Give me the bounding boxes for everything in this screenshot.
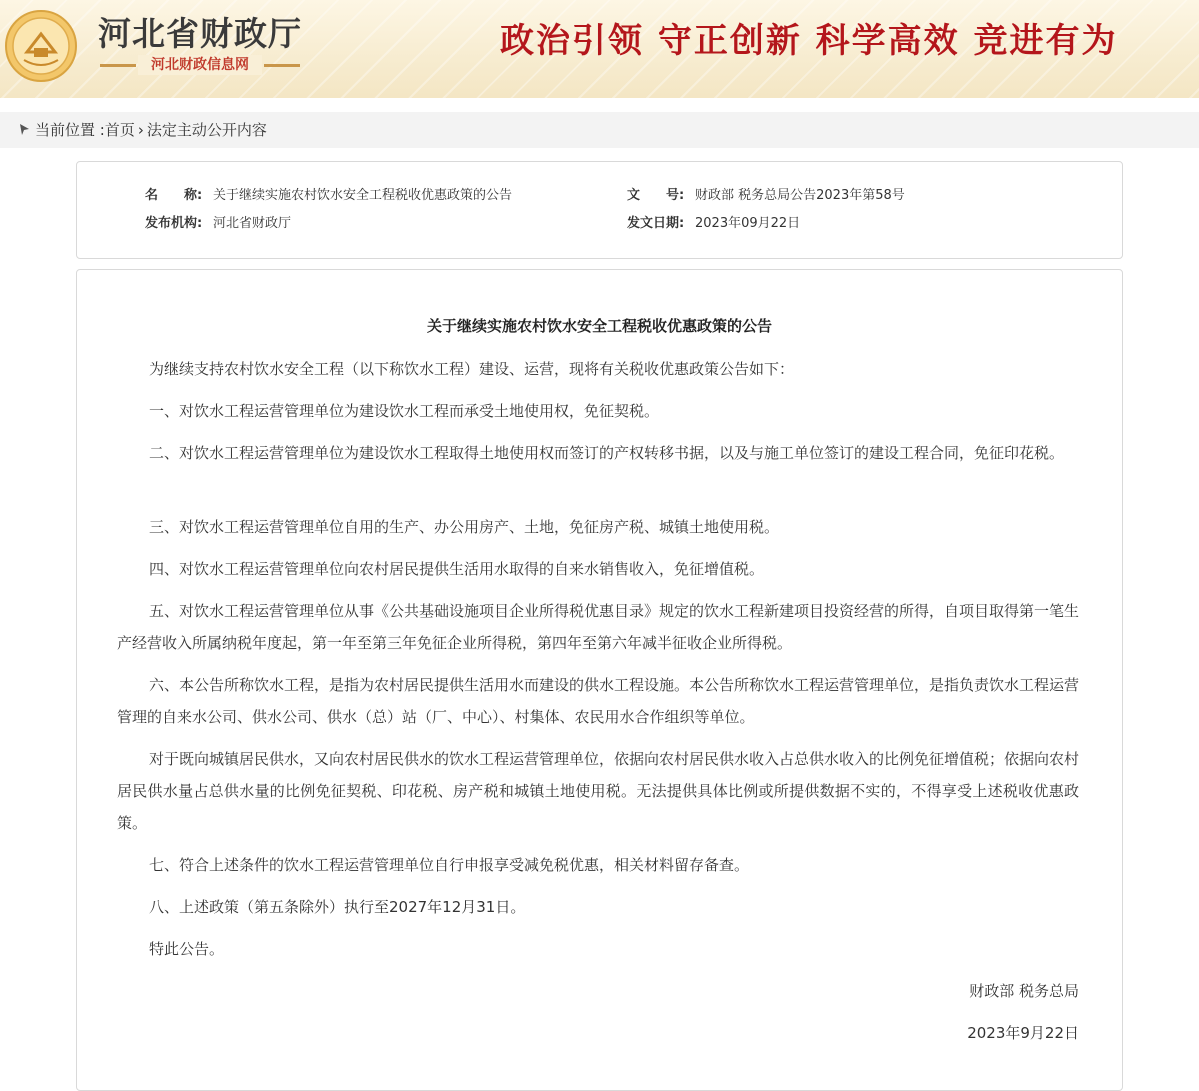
article-paragraph: 一、对饮水工程运营管理单位为建设饮水工程而承受土地使用权，免征契税。 (149, 402, 660, 420)
hebei-finance-emblem-icon (4, 4, 78, 84)
meta-issuer-value: 河北省财政厅 (213, 216, 292, 231)
header-banner (0, 0, 1199, 98)
article-paragraph: 六、本公告所称饮水工程，是指为农村居民提供生活用水而建设的供水工程设施。本公告所称饮水工程运营管理单位，是指负责饮水工程运营管理的自来水公司、供水公司、供水（总）站（厂、中心）、村集体、农民用水合作组织等单位。 (117, 676, 1080, 726)
article-panel (76, 269, 1123, 1091)
article-sign-date: 2023年9月22日 (967, 1024, 1079, 1042)
meta-name-label: 名 称: (145, 188, 203, 203)
article-paragraph: 为继续支持农村饮水安全工程（以下称饮水工程）建设、运营，现将有关税收优惠政策公告如下： (149, 360, 795, 378)
site-subtitle: 河北财政信息网 (138, 55, 262, 75)
breadcrumb (19, 112, 267, 148)
site-title: 河北省财政厅 (98, 14, 302, 53)
meta-docno-value: 财政部 税务总局公告2023年第58号 (695, 188, 905, 203)
article-title: 关于继续实施农村饮水安全工程税收优惠政策的公告 (426, 317, 772, 335)
meta-date-row (627, 214, 800, 234)
breadcrumb-prefix: 当前位置 : (35, 121, 105, 139)
meta-name-value: 关于继续实施农村饮水安全工程税收优惠政策的公告 (213, 188, 513, 203)
meta-date-label: 发文日期: (627, 216, 685, 231)
article-paragraph: 五、对饮水工程运营管理单位从事《公共基础设施项目企业所得税优惠目录》规定的饮水工程新建项目投资经营的所得，自项目取得第一笔生产经营收入所属纳税年度起，第一年至第三年免征企业所得税，第四年至第六年减半征收企业所得税。 (117, 602, 1080, 652)
article-paragraph: 四、对饮水工程运营管理单位向农村居民提供生活用水取得的自来水销售收入，免征增值税。 (149, 560, 765, 578)
breadcrumb-current[interactable]: 法定主动公开内容 (146, 121, 267, 139)
article-paragraph: 对于既向城镇居民供水，又向农村居民供水的饮水工程运营管理单位，依据向农村居民供水收入占总供水收入的比例免征增值税；依据向农村居民供水量占总供水量的比例免征契税、印花税、房产税和城镇土地使用税。无法提供具体比例或所提供数据不实的，不得享受上述税收优惠政策。 (117, 750, 1080, 832)
article-paragraph: 特此公告。 (149, 940, 225, 958)
subtitle-rule-left (100, 64, 136, 67)
meta-issuer-row (145, 214, 291, 234)
article-paragraph: 七、符合上述条件的饮水工程运营管理单位自行申报享受减免税优惠，相关材料留存备查。 (149, 856, 750, 874)
document-meta-panel (76, 161, 1123, 259)
breadcrumb-separator: › (137, 121, 144, 139)
site-subtitle-wrap (100, 55, 300, 75)
meta-issuer-label: 发布机构: (145, 216, 203, 231)
breadcrumb-home-link[interactable]: 首页 (104, 121, 135, 139)
article-paragraph: 八、上述政策（第五条除外）执行至2027年12月31日。 (149, 898, 526, 916)
article-signature: 财政部 税务总局 (969, 982, 1079, 1000)
meta-docno-label: 文 号: (627, 188, 685, 203)
location-pin-icon (19, 123, 30, 136)
subtitle-rule-right (264, 64, 300, 67)
slogan: 政治引领 守正创新 科学高效 竞进有为 (500, 21, 1118, 61)
meta-date-value: 2023年09月22日 (695, 216, 801, 231)
article-paragraph: 二、对饮水工程运营管理单位为建设饮水工程取得土地使用权而签订的产权转移书据，以及与施工单位签订的建设工程合同，免征印花税。 (149, 444, 1065, 462)
meta-docno-row (627, 186, 905, 206)
article-paragraph: 三、对饮水工程运营管理单位自用的生产、办公用房产、土地，免征房产税、城镇土地使用税。 (149, 518, 780, 536)
meta-name-row (145, 186, 512, 206)
breadcrumb-bar (0, 112, 1199, 148)
